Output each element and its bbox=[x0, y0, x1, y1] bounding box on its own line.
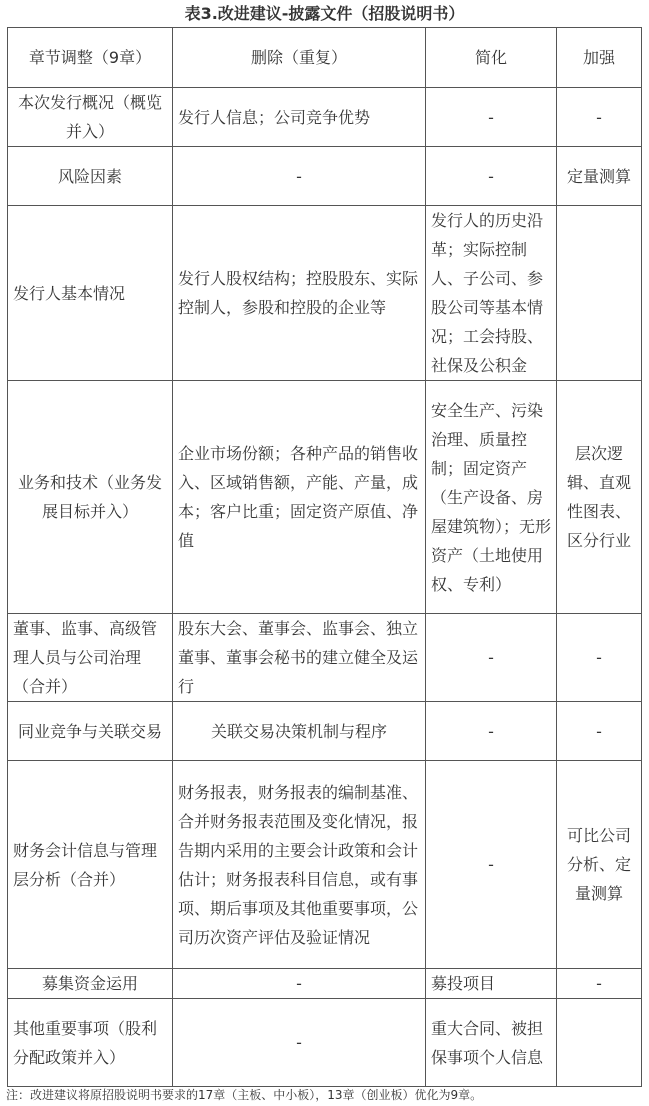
table-row bbox=[8, 88, 642, 147]
simplify-cell: 安全生产、污染治理、质量控制；固定资产（生产设备、房屋建筑物）；无形资产（土地使用权、专利） bbox=[426, 381, 557, 614]
delete-cell: 财务报表，财务报表的编制基准、合并财务报表范围及变化情况，报告期内采用的主要会计政策和会计估计；财务报表科目信息，或有事项、期后事项及其他重要事项，公司历次资产评估及验证情况 bbox=[173, 761, 426, 969]
strengthen-cell: - bbox=[557, 88, 642, 147]
simplify-cell: 募投项目 bbox=[426, 969, 557, 999]
strengthen-cell bbox=[557, 999, 642, 1087]
chapter-cell: 同业竞争与关联交易 bbox=[8, 702, 173, 761]
table-header-row bbox=[8, 28, 642, 88]
footnote: 注：改进建议将原招股说明书要求的17章（主板、中小板），13章（创业板）优化为9章。 bbox=[6, 1088, 483, 1102]
delete-cell: 关联交易决策机制与程序 bbox=[173, 702, 426, 761]
table-row bbox=[8, 702, 642, 761]
table-title: 表3.改进建议-披露文件（招股说明书） bbox=[184, 4, 465, 23]
delete-cell: - bbox=[173, 969, 426, 999]
header-chapter: 章节调整（9章） bbox=[8, 28, 173, 88]
chapter-cell: 本次发行概况（概览并入） bbox=[8, 88, 173, 147]
delete-cell: 企业市场份额；各种产品的销售收入、区域销售额，产能、产量，成本；客户比重；固定资产原值、净值 bbox=[173, 381, 426, 614]
simplify-cell: - bbox=[426, 88, 557, 147]
simplify-cell: - bbox=[426, 147, 557, 206]
strengthen-cell: - bbox=[557, 969, 642, 999]
strengthen-cell: 定量测算 bbox=[557, 147, 642, 206]
delete-cell: 股东大会、董事会、监事会、独立董事、董事会秘书的建立健全及运行 bbox=[173, 614, 426, 702]
simplify-cell: - bbox=[426, 702, 557, 761]
chapter-cell: 其他重要事项（股利分配政策并入） bbox=[8, 999, 173, 1087]
strengthen-cell: - bbox=[557, 702, 642, 761]
delete-cell: - bbox=[173, 999, 426, 1087]
table-row bbox=[8, 614, 642, 702]
table-row bbox=[8, 206, 642, 381]
chapter-cell: 董事、监事、高级管理人员与公司治理（合并） bbox=[8, 614, 173, 702]
header-simplify: 简化 bbox=[426, 28, 557, 88]
chapter-cell: 业务和技术（业务发展目标并入） bbox=[8, 381, 173, 614]
header-delete: 删除（重复） bbox=[173, 28, 426, 88]
simplify-cell: 重大合同、被担保事项个人信息 bbox=[426, 999, 557, 1087]
strengthen-cell: 可比公司分析、定量测算 bbox=[557, 761, 642, 969]
delete-cell: 发行人信息；公司竞争优势 bbox=[173, 88, 426, 147]
chapter-cell: 风险因素 bbox=[8, 147, 173, 206]
chapter-cell: 募集资金运用 bbox=[8, 969, 173, 999]
table-row bbox=[8, 969, 642, 999]
chapter-cell: 发行人基本情况 bbox=[8, 206, 173, 381]
strengthen-cell: 层次逻辑、直观性图表、区分行业 bbox=[557, 381, 642, 614]
table-row bbox=[8, 147, 642, 206]
strengthen-cell: - bbox=[557, 614, 642, 702]
disclosure-improvement-table bbox=[7, 27, 642, 1087]
delete-cell: - bbox=[173, 147, 426, 206]
simplify-cell: - bbox=[426, 761, 557, 969]
table-row bbox=[8, 761, 642, 969]
simplify-cell: - bbox=[426, 614, 557, 702]
chapter-cell: 财务会计信息与管理层分析（合并） bbox=[8, 761, 173, 969]
strengthen-cell bbox=[557, 206, 642, 381]
simplify-cell: 发行人的历史沿革；实际控制人、子公司、参股公司等基本情况；工会持股、社保及公积金 bbox=[426, 206, 557, 381]
delete-cell: 发行人股权结构；控股股东、实际控制人，参股和控股的企业等 bbox=[173, 206, 426, 381]
table-row bbox=[8, 381, 642, 614]
table-row bbox=[8, 999, 642, 1087]
header-strengthen: 加强 bbox=[557, 28, 642, 88]
